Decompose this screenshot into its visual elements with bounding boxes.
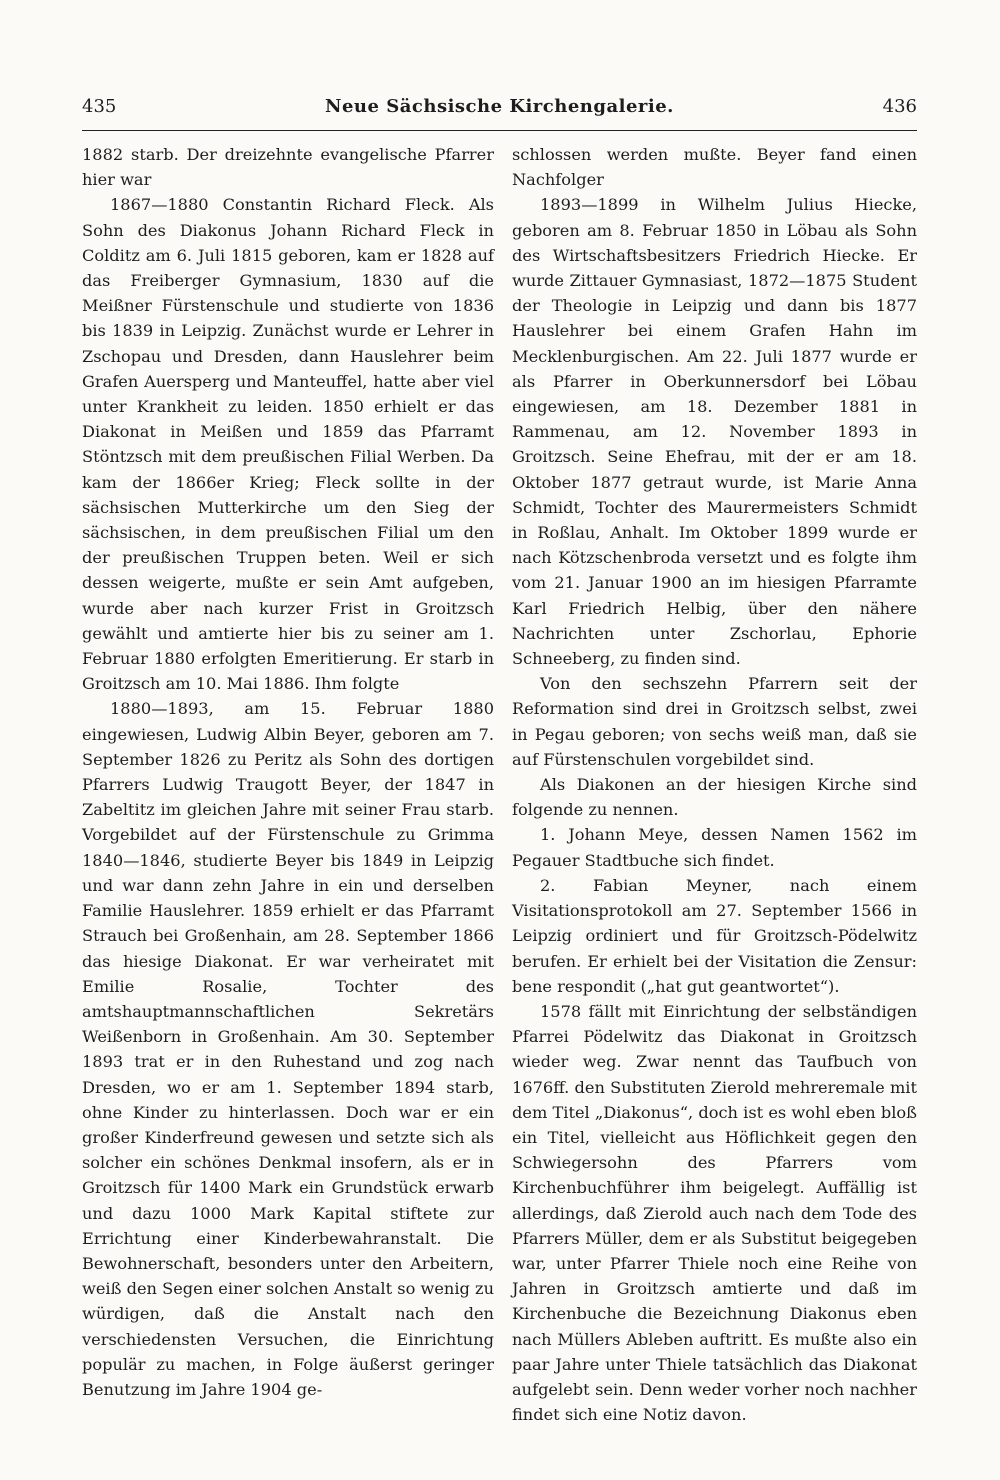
paragraph: 1882 starb. Der dreizehnte evangelische Pfarrer hier war [82,145,494,190]
page-number-left: 435 [82,96,117,117]
right-column [512,142,917,1427]
left-column [82,142,494,1402]
page-number-right: 436 [882,96,917,117]
paragraph: Als Diakonen an der hiesigen Kirche sind folgende zu nennen. [512,775,917,820]
paragraph: schlossen werden mußte. Beyer fand einen Nachfolger [512,145,917,190]
paragraph: 1. Johann Meye, dessen Namen 1562 im Pegauer Stadtbuche sich findet. [512,825,917,870]
running-title: Neue Sächsische Kirchengalerie. [325,96,674,117]
paragraph: 1880—1893, am 15. Februar 1880 eingewiesen, Ludwig Albin Beyer, geboren am 7. September 1826 zu Peritz als Sohn des dortigen Pfarrers Ludwig Traugott Beyer, der 1847 in Zabeltitz im gleichen Jahre mit seiner Frau starb. Vorgebildet auf der Fürstenschule zu Grimma 1840—1846, studierte Beyer bis 1849 in Leipzig und war dann zehn Jahre in ein und derselben Familie Hauslehrer. 1859 erhielt er das Pfarramt Strauch bei Großenhain, am 28. September 1866 das hiesige Diakonat. Er war verheiratet mit Emilie Rosalie, Tochter des amtshauptmannschaftlichen Sekretärs Weißenborn in Großenhain. Am 30. September 1893 trat er in den Ruhestand und zog nach Dresden, wo er am 1. September 1894 starb, ohne Kinder zu hinterlassen. Doch war er ein großer Kinderfreund gewesen und setzte sich als solcher ein schönes Denkmal insofern, als er in Groitzsch für 1400 Mark ein Grundstück erwarb und dazu 1000 Mark Kapital stiftete zur Errichtung einer Kinderbewahranstalt. Die Bewohnerschaft, besonders unter den Arbeitern, weiß den Segen einer solchen Anstalt so wenig zu würdigen, daß die Anstalt nach den verschiedensten Versuchen, die Einrichtung populär zu machen, in Folge äußerst geringer Benutzung im Jahre 1904 ge- [82,699,494,1399]
paragraph: 1893—1899 in Wilhelm Julius Hiecke, geboren am 8. Februar 1850 in Löbau als Sohn des Wirtschaftsbesitzers Friedrich Hiecke. Er wurde Zittauer Gymnasiast, 1872—1875 Student der Theologie in Leipzig und dann bis 1877 Hauslehrer bei einem Grafen Hahn im Mecklenburgischen. Am 22. Juli 1877 wurde er als Pfarrer in Oberkunnersdorf bei Löbau eingewiesen, am 18. Dezember 1881 in Rammenau, am 12. November 1893 in Groitzsch. Seine Ehefrau, mit der er am 18. Oktober 1877 getraut wurde, ist Marie Anna Schmidt, Tochter des Maurermeisters Schmidt in Roßlau, Anhalt. Im Oktober 1899 wurde er nach Kötzschenbroda versetzt und es folgte ihm vom 21. Januar 1900 an im hiesigen Pfarramte Karl Friedrich Helbig, über den nähere Nachrichten unter Zschorlau, Ephorie Schneeberg, zu finden sind. [512,195,917,669]
page-header [82,96,917,126]
header-rule [82,130,917,131]
paragraph: 2. Fabian Meyner, nach einem Visitationsprotokoll am 27. September 1566 in Leipzig ordiniert und für Groitzsch-Pödelwitz berufen. Er erhielt bei der Visitation die Zensur: bene respondit („hat gut geantwortet“). [512,875,917,996]
paragraph: Von den sechszehn Pfarrern seit der Reformation sind drei in Groitzsch selbst, zwei in Pegau geboren; von sechs weiß man, daß sie auf Fürstenschulen vorgebildet sind. [512,674,917,769]
paragraph: 1867—1880 Constantin Richard Fleck. Als Sohn des Diakonus Johann Richard Fleck in Colditz am 6. Juli 1815 geboren, kam er 1828 auf das Freiberger Gymnasium, 1830 auf die Meißner Fürstenschule und studierte von 1836 bis 1839 in Leipzig. Zunächst wurde er Lehrer in Zschopau und Dresden, dann Hauslehrer beim Grafen Auersperg und Manteuffel, hatte aber viel unter Krankheit zu leiden. 1850 erhielt er das Diakonat in Meißen und 1859 das Pfarramt Stöntzsch mit dem preußischen Filial Werben. Da kam der 1866er Krieg; Fleck sollte in der sächsischen Mutterkirche um den Sieg der sächsischen, in dem preußischen Filial um den der preußischen Truppen beten. Weil er sich dessen weigerte, mußte er sein Amt aufgeben, wurde aber nach kurzer Frist in Groitzsch gewählt und amtierte hier bis zu seiner am 1. Februar 1880 erfolgten Emeritierung. Er starb in Groitzsch am 10. Mai 1886. Ihm folgte [82,195,494,694]
paragraph: 1578 fällt mit Einrichtung der selbständigen Pfarrei Pödelwitz das Diakonat in Groitzsch wieder weg. Zwar nennt das Taufbuch von 1676ff. den Substituten Zierold mehreremale mit dem Titel „Diakonus“, doch ist es wohl eben bloß ein Titel, vielleicht aus Höflichkeit gegen den Schwiegersohn des Pfarrers vom Kirchenbuchführer ihm beigelegt. Auffällig ist allerdings, daß Zierold auch nach dem Tode des Pfarrers Müller, dem er als Substitut beigegeben war, unter Pfarrer Thiele noch eine Reihe von Jahren in Groitzsch amtierte und daß im Kirchenbuche die Bezeichnung Diakonus eben nach Müllers Ableben auftritt. Es mußte also ein paar Jahre unter Thiele tatsächlich das Diakonat aufgelebt sein. Denn weder vorher noch nachher findet sich eine Notiz davon. [512,1001,917,1425]
